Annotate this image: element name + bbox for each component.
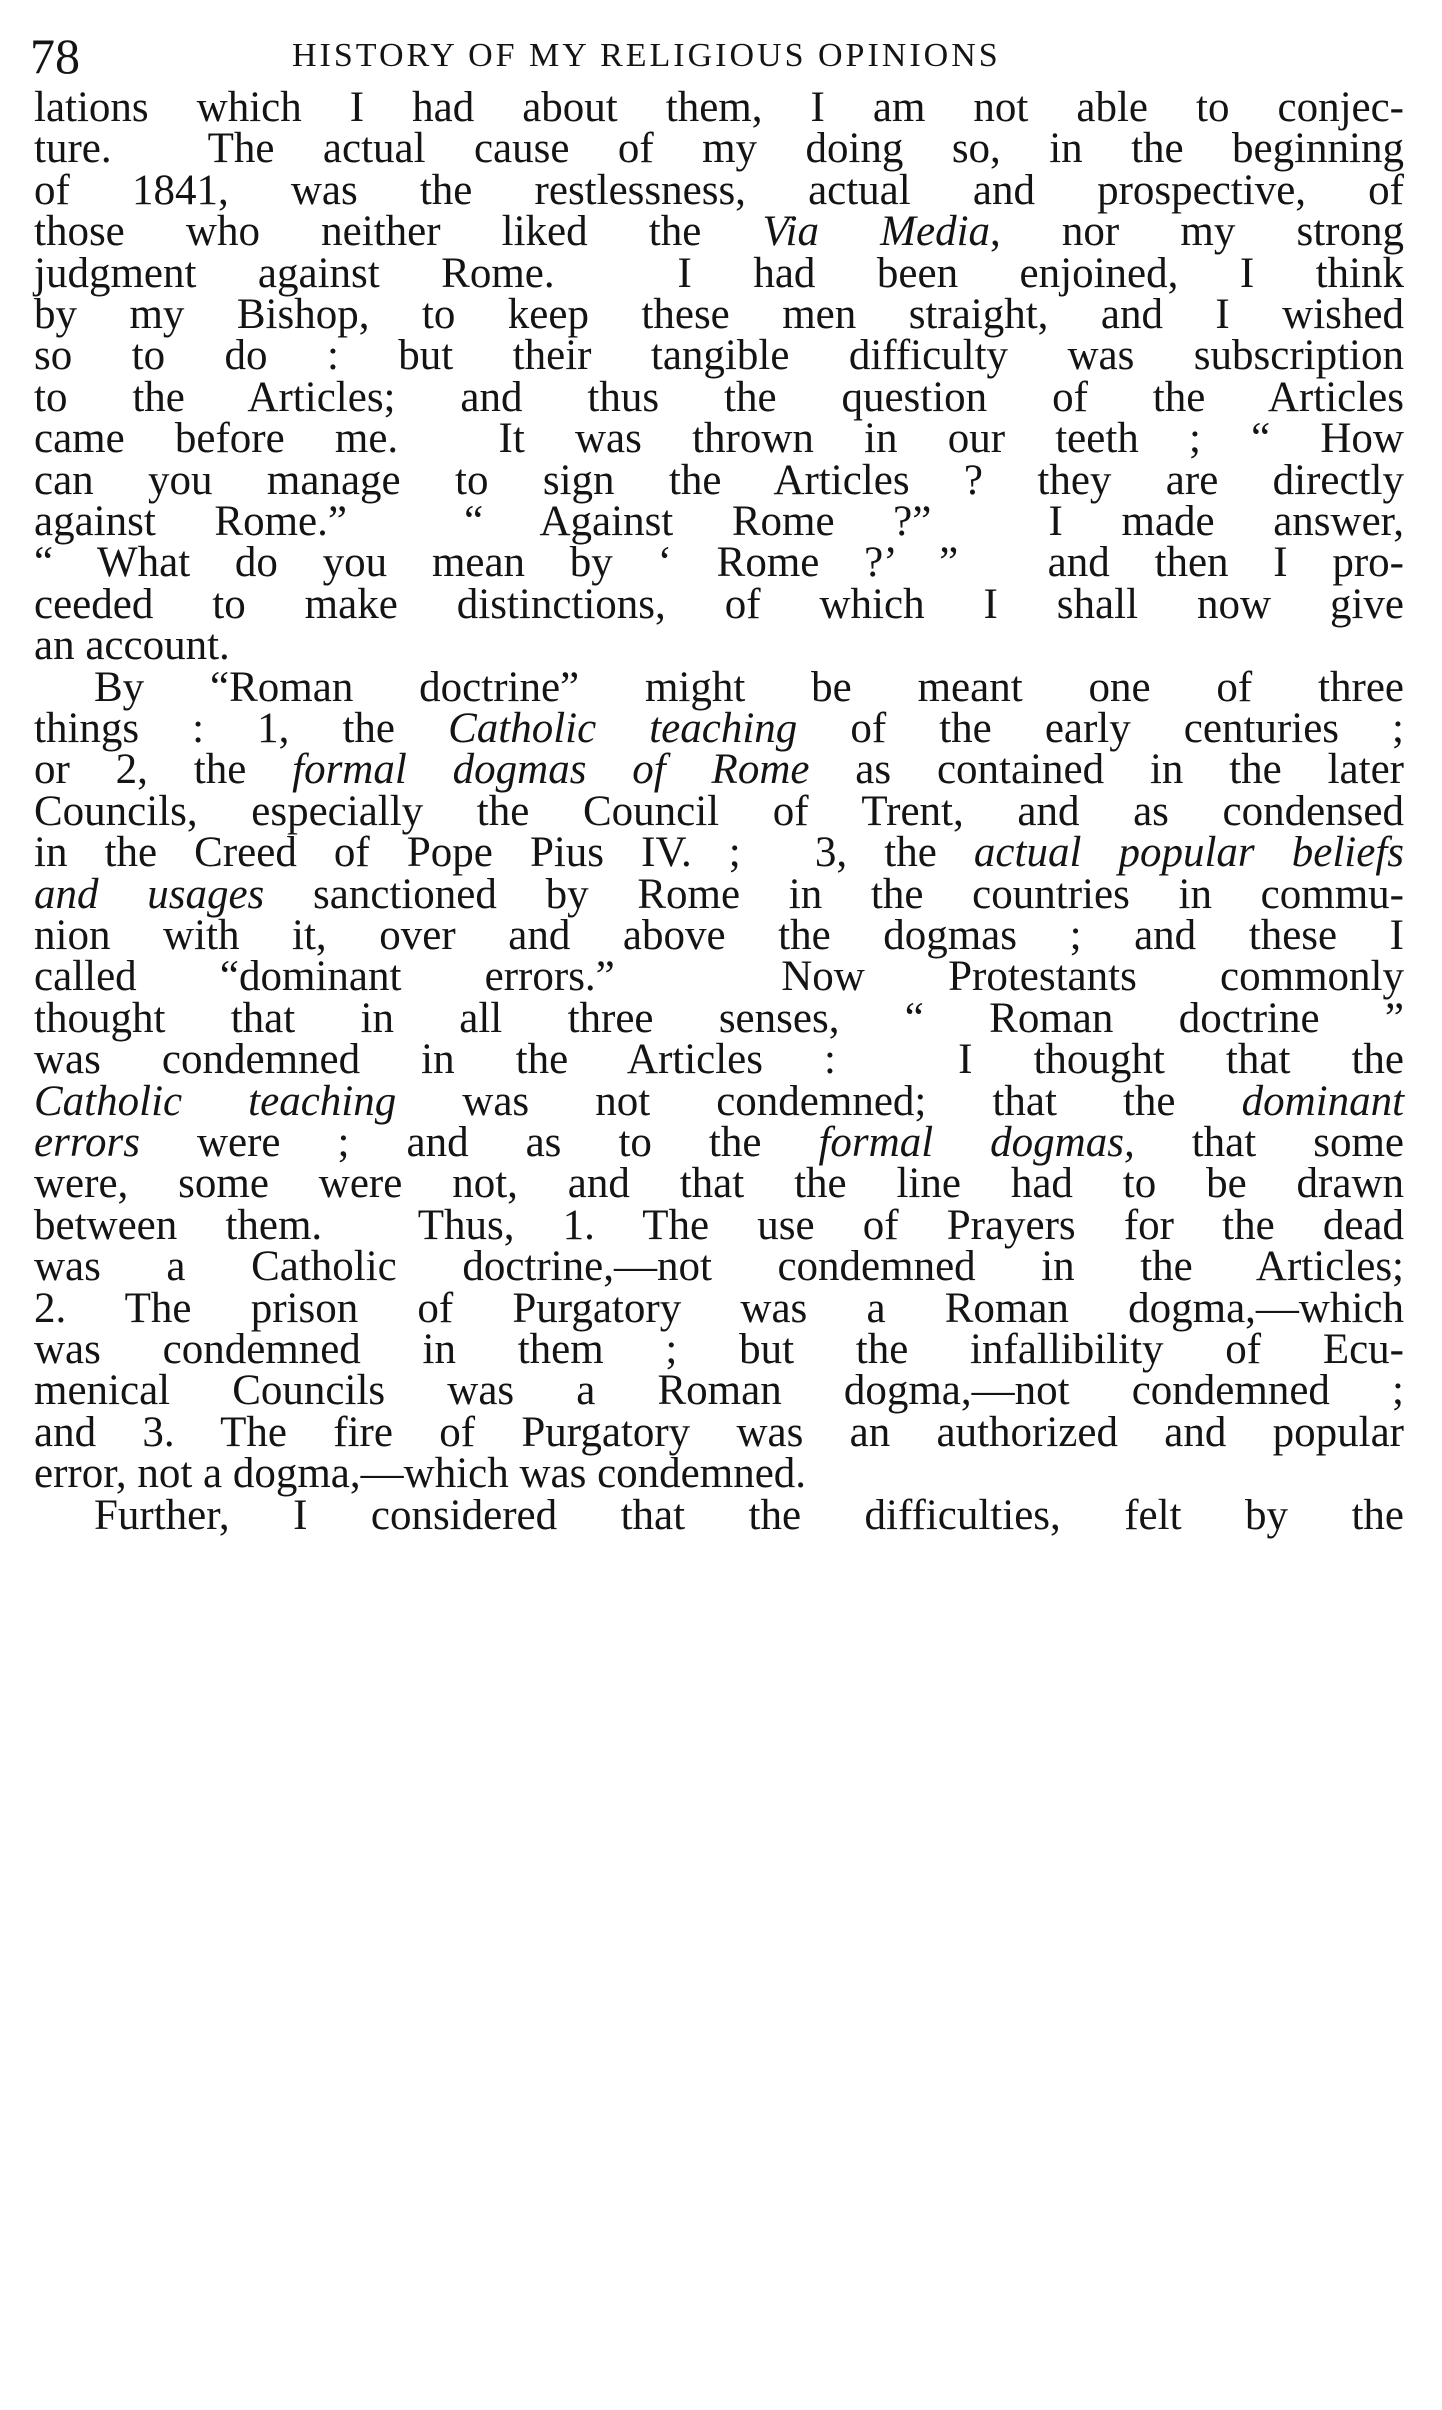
text-run: , nor my strong <box>990 208 1404 256</box>
text-run: was condemned in the Articles : I thought that the <box>34 1036 1404 1084</box>
italic-text: Catholic teaching <box>448 705 798 752</box>
italic-text: formal dogmas, <box>818 1119 1135 1166</box>
text-run: Further, I considered that the difficulties, felt by the <box>94 1491 1404 1539</box>
text-run: By “Roman doctrine” might be meant one of three <box>94 663 1404 711</box>
text-run: was condemned in them ; but the infallibility of Ecu- <box>34 1326 1404 1373</box>
italic-text: Via Media <box>762 208 991 256</box>
text-run: against Rome.” “ Against Rome ?” I made answer, <box>34 498 1404 545</box>
text-run: thought that in all three senses, “ Roman doctrine ” <box>34 994 1404 1042</box>
text-run: in the Creed of Pope Pius IV. ; 3, the <box>34 829 974 877</box>
text-run: menical Councils was a Roman dogma,—not condemned ; <box>34 1367 1404 1415</box>
text-run: so to do : but their tangible difficulty was subscription <box>34 332 1404 380</box>
text-run: things : 1, the <box>34 705 449 752</box>
text-run: to the Articles; and thus the question of the Articles <box>34 373 1404 421</box>
text-run: those who neither liked the <box>34 208 763 256</box>
italic-text: dominant <box>1241 1077 1405 1125</box>
text-run: “ What do you mean by ‘ Rome ?’ ” and then I pro- <box>34 539 1404 587</box>
text-run: of 1841, was the restlessness, actual and prospective, of <box>34 166 1404 214</box>
page-number: 78 <box>30 28 80 84</box>
text-run: came before me. It was thrown in our teeth ; “ How <box>34 415 1404 463</box>
page-header <box>30 26 1410 86</box>
text-run: Councils, especially the Council of Trent, and as condensed <box>34 787 1404 835</box>
text-run: an account. <box>34 622 230 670</box>
text-line <box>94 1486 1404 1546</box>
text-run: lations which I had about them, I am not able to conjec- <box>34 84 1404 131</box>
italic-text: Catholic teaching <box>34 1077 397 1125</box>
text-run: by my Bishop, to keep these men straight, and I wished <box>34 291 1404 338</box>
text-run: judgment against Rome. I had been enjoined, I think <box>34 249 1404 297</box>
text-run: can you manage to sign the Articles ? they are directly <box>34 456 1404 504</box>
text-run: was not condemned; that the <box>396 1077 1242 1125</box>
text-run: that some <box>1134 1119 1405 1166</box>
running-title: HISTORY OF MY RELIGIOUS OPINIONS <box>292 37 1001 74</box>
text-run: and 3. The fire of Purgatory was an authorized and popular <box>34 1408 1404 1456</box>
text-run: of the early centuries ; <box>797 705 1405 752</box>
text-run: ceeded to make distinctions, of which I shall now give <box>34 580 1404 628</box>
text-run: between them. Thus, 1. The use of Prayers for the dead <box>34 1201 1404 1249</box>
text-run: as contained in the later <box>809 746 1404 794</box>
text-run: or 2, the <box>34 746 293 794</box>
italic-text: errors <box>34 1119 140 1166</box>
text-run: sanctioned by Rome in the countries in commu- <box>264 870 1404 918</box>
italic-text: and usages <box>34 870 265 918</box>
text-run: error, not a dogma,—which was condemned. <box>34 1450 807 1498</box>
text-run: nion with it, over and above the dogmas ; and these I <box>34 912 1404 959</box>
text-run: were ; and as to the <box>139 1119 819 1166</box>
text-run: was a Catholic doctrine,—not condemned in the Articles; <box>34 1243 1404 1291</box>
italic-text: actual popular beliefs <box>973 829 1404 877</box>
text-run: 2. The prison of Purgatory was a Roman dogma,—which <box>34 1284 1404 1332</box>
text-run: called “dominant errors.” Now Protestants commonly <box>34 953 1404 1001</box>
text-run: were, some were not, and that the line had to be drawn <box>34 1160 1404 1208</box>
italic-text: formal dogmas of Rome <box>292 746 810 794</box>
text-run: ture. The actual cause of my doing so, in the beginning <box>34 125 1404 173</box>
